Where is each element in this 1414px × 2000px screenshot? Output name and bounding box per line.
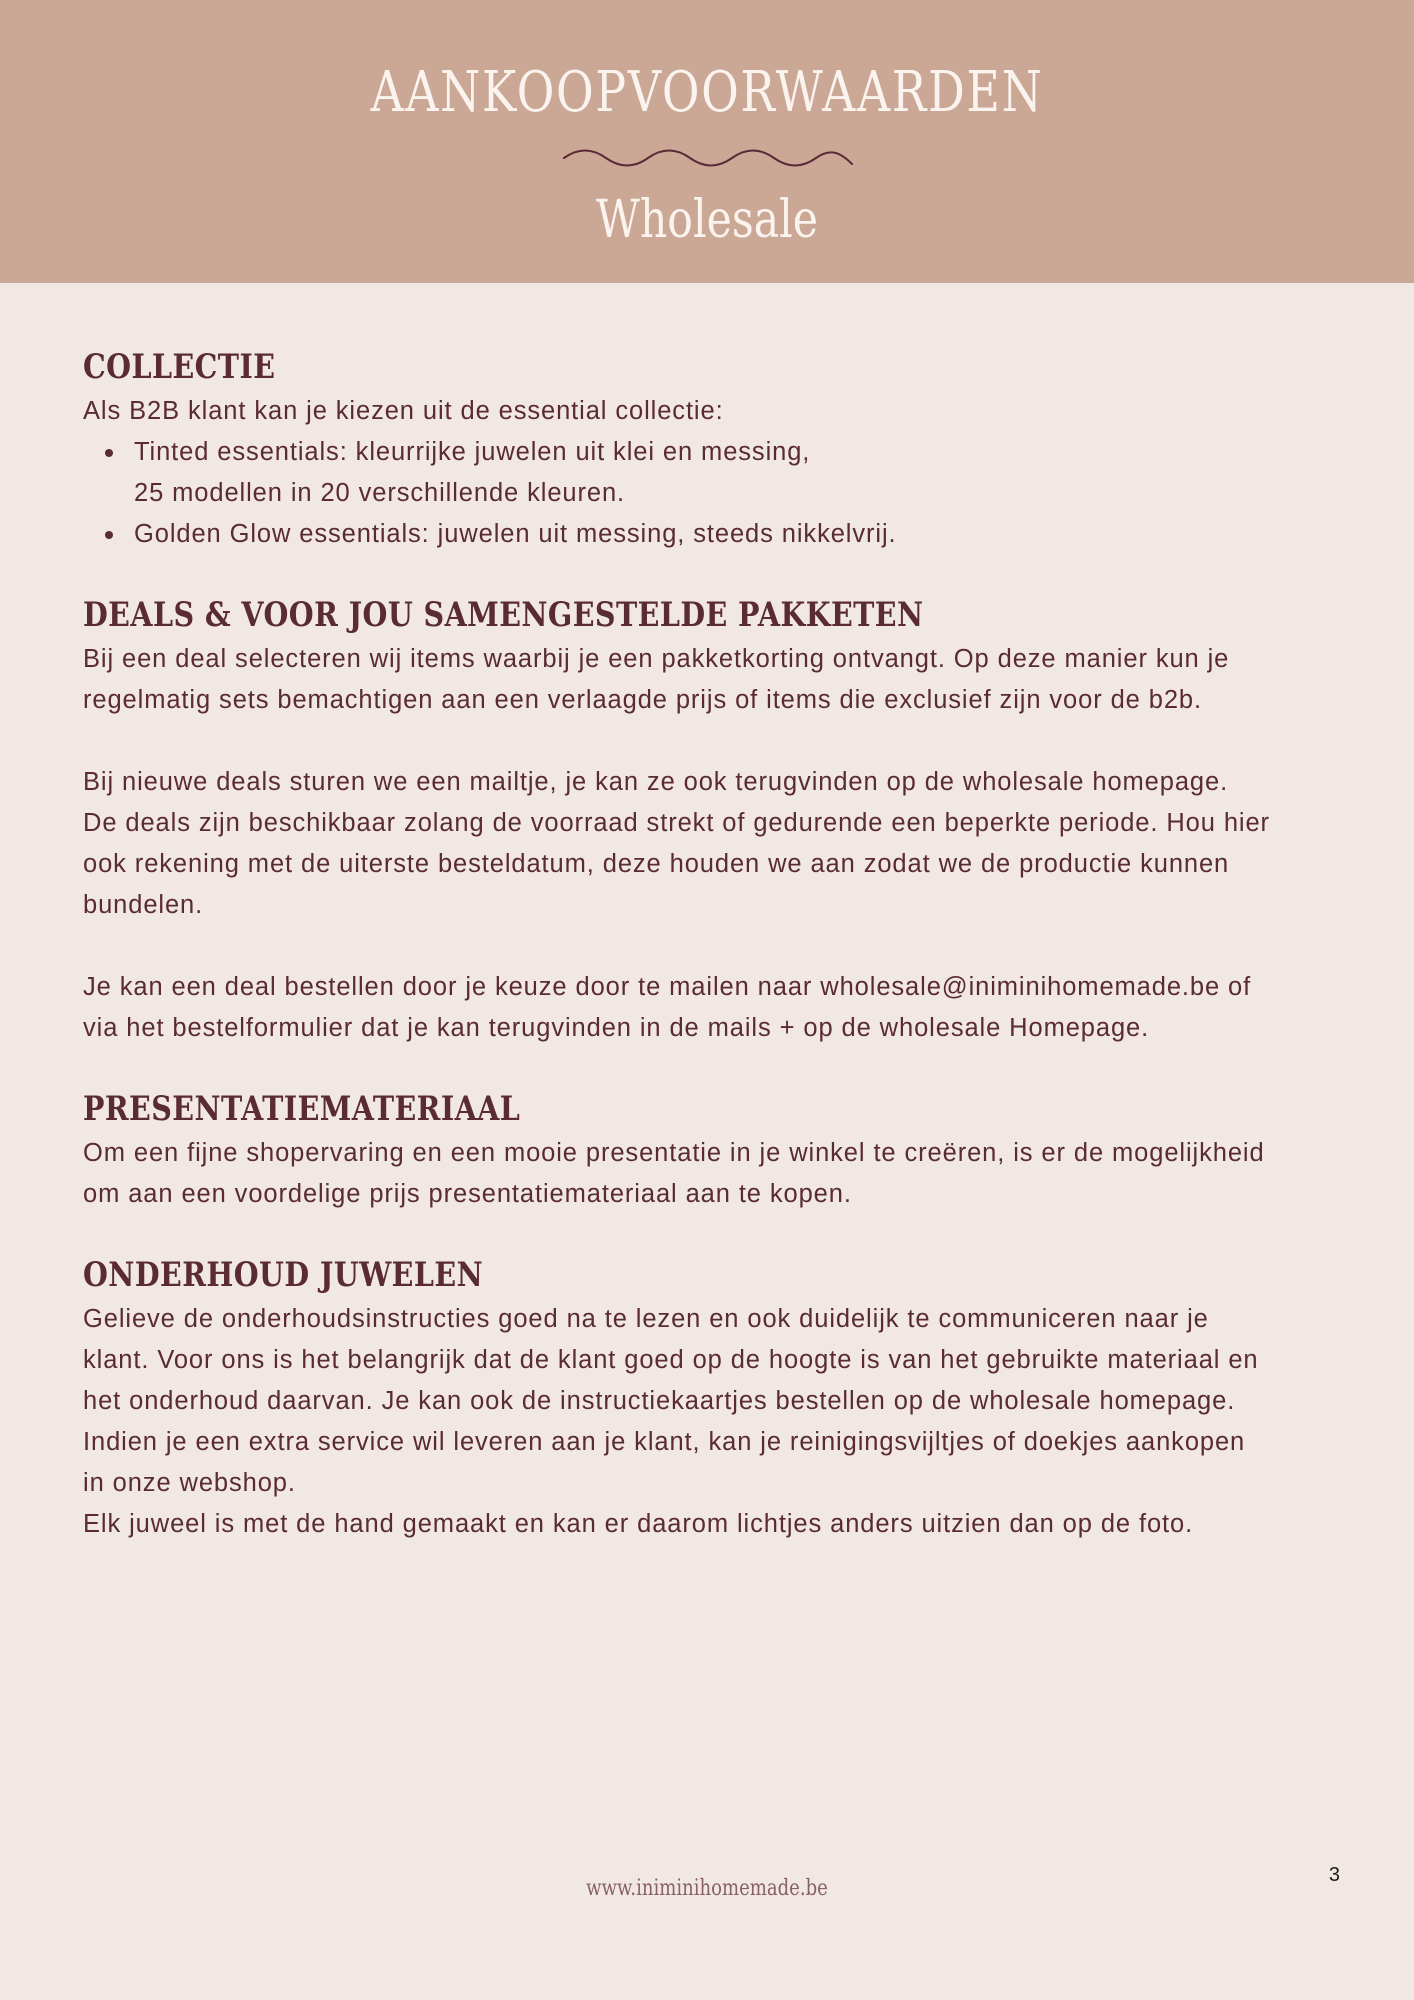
paragraph: Bij nieuwe deals sturen we een mailtje, je kan ze ook terugvinden op de wholesale homepage. De deals zijn beschikbaar zolang de voorraad strekt of gedurende een beperkte periode. Hou hier ook rekening met de uiterste besteldatum, deze houden we aan zodat we de productie kunnen bundelen.: [83, 768, 1270, 919]
document-body: [83, 343, 1343, 1581]
section-intro: Als B2B klant kan je kiezen uit de essential collectie:: [83, 397, 724, 425]
section-onderhoud: [83, 1251, 1343, 1545]
section-heading: DEALS & VOOR JOU SAMENGESTELDE PAKKETEN: [83, 595, 924, 635]
paragraph: Je kan een deal bestellen door je keuze door te mailen naar wholesale@iniminihomemade.be of via het bestelformulier dat je kan terugvinden in de mails + op de wholesale Homepage.: [83, 973, 1252, 1042]
section-heading: COLLECTIE: [83, 347, 276, 387]
collection-list: [83, 432, 1343, 555]
paragraph: Elk juweel is met de hand gemaakt en kan er daarom lichtjes anders uitzien dan op de foto.: [83, 1510, 1194, 1538]
list-item: Tinted essentials: kleurrijke juwelen uit klei en messing, 25 modellen in 20 verschillende kleuren.: [134, 432, 1343, 514]
paragraph: Bij een deal selecteren wij items waarbij je een pakketkorting ontvangt. Op deze manier kun je regelmatig sets bemachtigen aan een verlaagde prijs of items die exclusief zijn voor de b2b.: [83, 645, 1230, 714]
section-deals: [83, 591, 1343, 1049]
section-heading: PRESENTATIEMATERIAAL: [83, 1089, 521, 1129]
section-collectie: [83, 343, 1343, 555]
footer-url: www.iniminihomemade.be: [586, 1876, 828, 1901]
paragraph: Om een fijne shopervaring en een mooie presentatie in je winkel te creëren, is er de mogelijkheid om aan een voordelige prijs presentatiemateriaal aan te kopen.: [83, 1139, 1265, 1208]
page-title: AANKOOPVOORWAARDEN: [370, 60, 1044, 125]
wave-divider-icon: [562, 146, 854, 176]
list-item: Golden Glow essentials: juwelen uit messing, steeds nikkelvrij.: [134, 514, 1343, 555]
section-presentatiemateriaal: [83, 1085, 1343, 1215]
page-header: [0, 0, 1414, 283]
section-heading: ONDERHOUD JUWELEN: [83, 1255, 484, 1295]
page-number: 3: [1328, 1864, 1340, 1886]
page-subtitle: Wholesale: [595, 190, 819, 250]
paragraph: Gelieve de onderhoudsinstructies goed na te lezen en ook duidelijk te communiceren naar je klant. Voor ons is het belangrijk dat de klant goed op de hoogte is van het gebruikte materiaal en het onderhoud daarvan. Je kan ook de instructiekaartjes bestellen op de wholesale homepage. Indien je een extra service wil leveren aan je klant, kan je reinigingsvijltjes of doekjes aankopen in onze webshop.: [83, 1305, 1259, 1497]
